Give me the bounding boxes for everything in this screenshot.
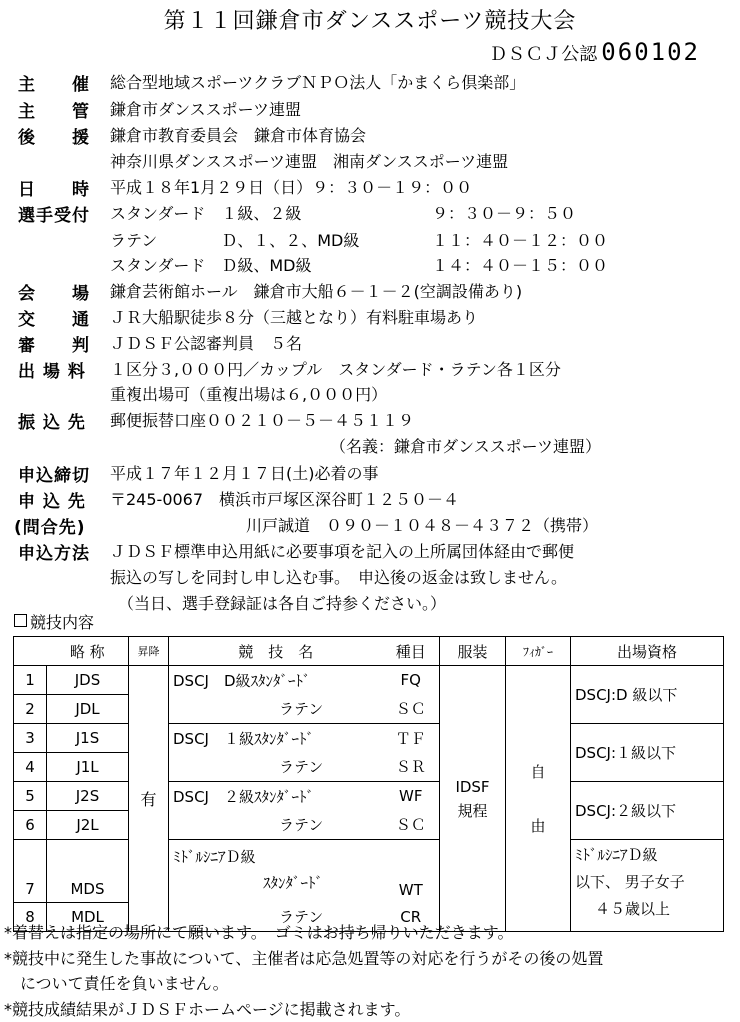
row-no: 3: [14, 724, 47, 753]
figure-line-2: 由: [530, 816, 546, 835]
table-row: [14, 840, 724, 903]
page-title: 第１１回鎌倉市ダンススポーツ競技大会: [163, 9, 577, 34]
management-value: 鎌倉市ダンススポーツ連盟: [110, 100, 302, 119]
table-row: [14, 724, 724, 753]
row-event-type: ＳＲ: [383, 753, 440, 782]
note-3: について責任を負いません。: [4, 974, 229, 993]
table-header-name: 競 技 名: [169, 637, 383, 666]
qualification-ms-line-1: ﾐﾄﾞﾙｼﾆｱＤ級: [575, 846, 658, 864]
qualification-ms-line-3: ４５歳以上: [595, 900, 671, 918]
dscj-label: ＤＳＣＪ公認: [489, 44, 598, 65]
row-no: 8: [14, 903, 47, 932]
table-header-updown: 昇降: [129, 637, 169, 666]
table-header-dress: 服装: [440, 637, 506, 666]
row-event-type: WF: [383, 782, 440, 811]
table-header-type: 種目: [383, 637, 440, 666]
qualification-2: DSCJ:２級以下: [571, 782, 724, 840]
inquiry-label: (問合先): [14, 518, 86, 538]
dress-line-1: IDSF: [455, 777, 490, 796]
row-event-name: DSCJ ２級ｽﾀﾝﾀﾞｰﾄﾞ: [169, 782, 383, 811]
qualification-1: DSCJ:１級以下: [571, 724, 724, 782]
row-event-type: ＳＣ: [383, 695, 440, 724]
table-header-qualification: 出場資格: [571, 637, 724, 666]
fee-label: 出 場 料: [18, 362, 86, 382]
judges-value: ＪＤＳＦ公認審判員 ５名: [110, 334, 303, 353]
deadline-label: 申込締切: [18, 466, 90, 486]
row-event-name: DSCJ １級ｽﾀﾝﾀﾞｰﾄﾞ: [169, 724, 383, 753]
row-abbr: J2L: [47, 811, 129, 840]
fee-value-1: １区分３,０００円／カップル スタンダード・ラテン各１区分: [110, 360, 561, 379]
updown-cell: 有: [129, 666, 169, 932]
row-event-name: ラテン: [169, 753, 383, 782]
row-no: 2: [14, 695, 47, 724]
qualification-ms-line-2: 以下、 男子女子: [575, 873, 685, 891]
reception-label: 選手受付: [18, 206, 90, 226]
row-abbr: JDL: [47, 695, 129, 724]
reception-event-1: スタンダード １級、２級: [110, 204, 302, 223]
row-event-type: FQ: [383, 666, 440, 695]
row-no: 6: [14, 811, 47, 840]
judges-label: 審 判: [18, 336, 90, 356]
apply-to-label: 申 込 先: [18, 492, 86, 512]
method-value-1: ＪＤＳＦ標準申込用紙に必要事項を記入の上所属団体経由で郵便: [110, 542, 575, 561]
competition-section-title: 競技内容: [14, 610, 94, 633]
figure-line-1: 自: [530, 762, 546, 781]
table-header-row: [14, 637, 724, 666]
row-event-type: CR: [383, 903, 440, 932]
row-event-name: DSCJ D級ｽﾀﾝﾀﾞｰﾄﾞ: [169, 666, 383, 695]
datetime-value: 平成１８年1月２９日（日）９：３０－１９：００: [110, 178, 473, 197]
table-header-figure: ﾌｨｶﾞｰ: [506, 637, 571, 666]
organizer-label: 主 催: [18, 75, 90, 95]
middle-senior-title: ﾐﾄﾞﾙｼﾆｱＤ級: [173, 848, 256, 866]
deadline-value: 平成１７年１２月１７日(土)必着の事: [110, 464, 379, 483]
row-event-type: ＳＣ: [383, 811, 440, 840]
row-abbr: MDL: [47, 903, 129, 932]
row-no: 5: [14, 782, 47, 811]
reception-time-2: １１：４０－１２：００: [432, 231, 609, 250]
row-no: 4: [14, 753, 47, 782]
support-label: 後 援: [18, 128, 90, 148]
competition-table: [13, 636, 724, 932]
support-value-2: 神奈川県ダンススポーツ連盟 湘南ダンススポーツ連盟: [110, 152, 509, 171]
row-abbr: J2S: [47, 782, 129, 811]
reception-time-1: ９：３０－９：５０: [432, 204, 577, 223]
dress-cell: [440, 666, 506, 932]
row-event-name: ラテン: [169, 695, 383, 724]
row-no: 7: [14, 840, 47, 903]
transport-value: ＪＲ大船駅徒歩８分（三越となり）有料駐車場あり: [110, 308, 479, 327]
table-row: [14, 666, 724, 695]
transfer-value: 郵便振替口座００２１０－５－４５１１９: [110, 411, 415, 430]
inquiry-value: 川戸誠道 ０９０－１０４８－４３７２（携帯）: [246, 516, 599, 535]
note-2: *競技中に発生した事故について、主催者は応急処置等の対応を行うがその後の処置: [4, 949, 604, 968]
transfer-label: 振 込 先: [18, 413, 86, 433]
venue-label: 会 場: [18, 284, 90, 304]
note-1: *着替えは指定の場所にて願います。 ゴミはお持ち帰りいただきます。: [4, 923, 514, 942]
reception-time-3: １４：４０－１５：００: [432, 256, 609, 275]
qualification-d: DSCJ:D 級以下: [571, 666, 724, 724]
figure-cell: [506, 666, 571, 932]
table-header-no: [14, 637, 47, 666]
support-value-1: 鎌倉市教育委員会 鎌倉市体育協会: [110, 126, 367, 145]
row-abbr: JDS: [47, 666, 129, 695]
row-no: 1: [14, 666, 47, 695]
method-value-2: 振込の写しを同封し申し込む事。 申込後の返金は致しません。: [110, 568, 567, 587]
table-header-abbr: 略 称: [47, 637, 129, 666]
dscj-number: 060102: [601, 38, 700, 66]
datetime-label: 日 時: [18, 180, 90, 200]
management-label: 主 管: [18, 102, 90, 122]
row-event-type: ＴＦ: [383, 724, 440, 753]
row-abbr: MDS: [47, 840, 129, 903]
checkbox-square-icon: [14, 614, 27, 627]
row-abbr: J1S: [47, 724, 129, 753]
row-event-name: ラテン: [169, 903, 383, 932]
dscj-certification: [489, 38, 700, 66]
row-event-name: ｽﾀﾝﾀﾞｰﾄﾞ: [263, 874, 324, 892]
row-event-name-ms: [169, 840, 383, 903]
table-row: [14, 782, 724, 811]
apply-to-value: 〒245-0067 横浜市戸塚区深谷町１２５０－４: [110, 490, 460, 509]
dress-line-2: 規程: [457, 801, 488, 820]
method-label: 申込方法: [18, 544, 90, 564]
row-abbr: J1L: [47, 753, 129, 782]
qualification-ms: [571, 840, 724, 932]
transfer-name: （名義：鎌倉市ダンススポーツ連盟）: [330, 437, 602, 456]
row-event-type: WT: [383, 840, 440, 903]
organizer-value: 総合型地域スポーツクラブＮＰＯ法人「かまくら倶楽部」: [110, 73, 526, 92]
fee-value-2: 重複出場可（重複出場は６,０００円）: [110, 385, 388, 404]
row-event-name: ラテン: [169, 811, 383, 840]
venue-value: 鎌倉芸術館ホール 鎌倉市大船６－１－２(空調設備あり): [110, 282, 523, 301]
reception-event-3: スタンダード Ｄ級、MD級: [110, 256, 312, 275]
transport-label: 交 通: [18, 310, 90, 330]
method-value-3: （当日、選手登録証は各自ご持参ください。）: [118, 594, 447, 613]
note-4: *競技成績結果がＪＤＳＦホームページに掲載されます。: [4, 1000, 411, 1019]
reception-event-2: ラテン Ｄ、１、２、MD級: [110, 231, 360, 250]
